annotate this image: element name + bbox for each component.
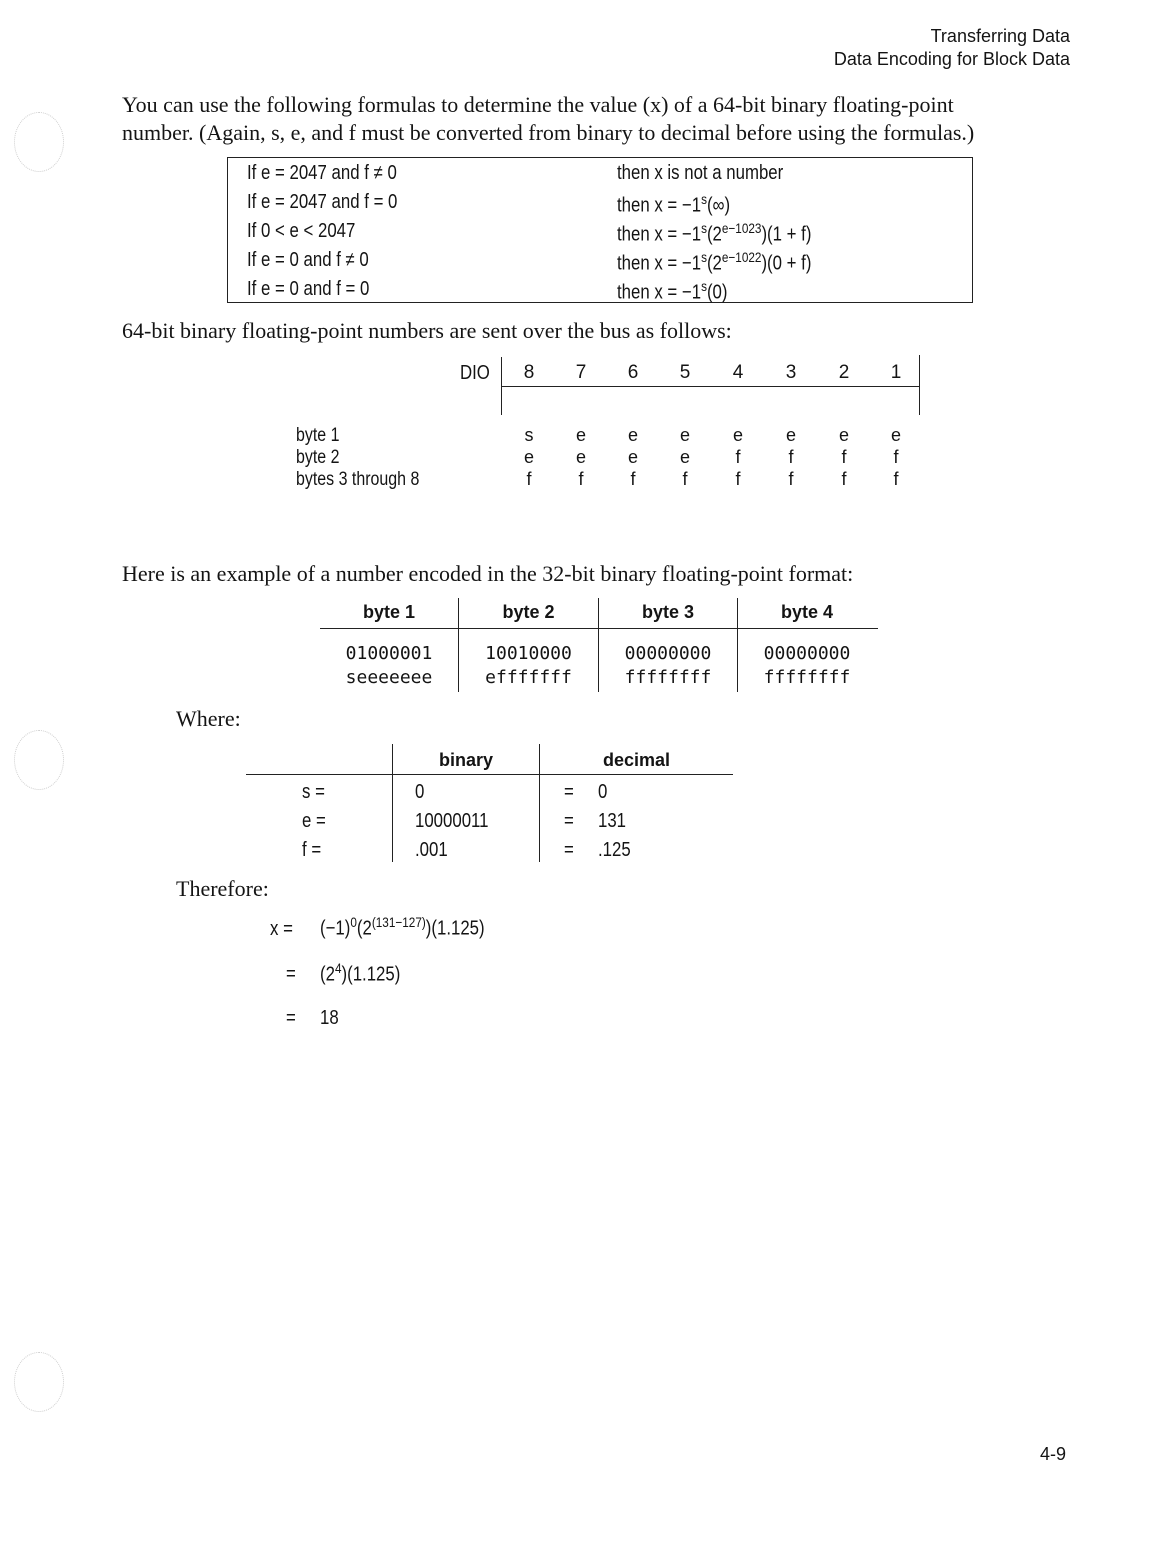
page-number: 4-9 [1040,1444,1067,1464]
where-var: e = [302,810,326,832]
formula-result: then $x = -1^s(2^{e-1023})(1 + f)$ [617,220,812,246]
formula-condition: If e = 0 and f ≠ 0 [247,249,369,271]
calc-lhs: x = [270,918,293,940]
example-header: byte 1 [362,602,416,622]
formula-condition: If e = 2047 and f ≠ 0 [247,162,397,184]
where-eq: = [564,839,574,861]
header-chapter: Transferring Data [930,26,1070,46]
bus-intro: 64-bit binary floating-point numbers are sent over the bus as follows: [122,318,732,343]
where-header-rule [246,774,733,775]
dio-column-header: 2 [838,362,850,383]
example-value: 01000001 [345,643,433,664]
dio-bit: e [523,447,534,467]
dio-row-label: byte 2 [296,447,340,468]
where-eq: = [564,781,574,803]
example-header-rule [320,628,878,629]
dio-column-header: 6 [627,362,639,383]
formula-result: then x is not a number [617,162,784,184]
where-eq: = [564,810,574,832]
dio-bit: e [785,425,796,445]
where-binary: 10000011 [415,810,489,832]
where-binary: .001 [415,839,448,861]
dio-bit: e [575,425,586,445]
example-value: 00000000 [763,643,851,664]
dio-bit: f [526,469,532,489]
where-var: f = [302,839,322,861]
dio-bit: f [630,469,636,489]
dio-bit: e [575,447,586,467]
where-header-decimal: decimal [602,750,671,770]
binder-hole-top [14,112,64,172]
example-field: seeeeeee [345,667,433,688]
dio-bit: f [735,447,741,467]
calc-line-1: $(-1)^0(2^{(131-127)})(1.125)$ [320,914,485,940]
dio-column-header: 7 [575,362,587,383]
calc-lhs: = [286,1007,296,1029]
example-intro: Here is an example of a number encoded in the 32-bit binary floating-point format: [122,561,854,586]
dio-column-header: 8 [523,362,535,383]
example-header: byte 3 [641,602,695,622]
example-header: byte 4 [780,602,834,622]
formula-result: then $x = -1^s(\infty)$ [617,191,731,217]
header-section: Data Encoding for Block Data [833,49,1070,69]
dio-bit: e [838,425,849,445]
dio-bit: f [788,447,794,467]
dio-bit: f [735,469,741,489]
where-label: Where: [176,706,241,731]
dio-bit: e [679,425,690,445]
intro-line-1: You can use the following formulas to determine the value (x) of a 64-bit binary floating-point [122,92,954,117]
dio-column-header: 5 [679,362,691,383]
dio-bit: f [682,469,688,489]
where-binary: 0 [415,781,425,803]
formula-result: then $x = -1^s(2^{e-1022})(0 + f)$ [617,249,812,275]
dio-bit: f [788,469,794,489]
dio-bit: f [893,447,899,467]
formula-condition: If 0 < e < 2047 [247,220,356,242]
calc-line-2: $(2^4)(1.125)$ [320,960,401,986]
where-var: s = [302,781,325,803]
example-field: ffffffff [624,667,712,688]
dio-bit: f [893,469,899,489]
where-decimal: 131 [598,810,627,832]
formula-condition: If e = 0 and f = 0 [247,278,370,300]
calc-lhs: = [286,963,296,985]
dio-label: DIO [460,362,490,384]
binder-hole-middle [14,730,64,790]
dio-bit: e [732,425,743,445]
where-header-binary: binary [438,750,494,770]
therefore-label: Therefore: [176,876,269,901]
intro-line-2: number. (Again, s, e, and f must be converted from binary to decimal before using the formulas.) [122,120,975,145]
dio-bit: s [524,425,534,445]
dio-column-header: 4 [732,362,744,383]
dio-bit: f [841,447,847,467]
dio-row-label: byte 1 [296,425,340,446]
dio-bit: e [627,447,638,467]
example-header: byte 2 [502,602,555,622]
where-decimal: .125 [598,839,631,861]
formula-condition: If e = 2047 and f = 0 [247,191,398,213]
dio-bit: e [627,425,638,445]
calc-result: 18 [320,1007,339,1029]
example-value: 10010000 [485,643,572,664]
dio-column-header: 1 [890,362,902,383]
binder-hole-bottom [14,1352,64,1412]
dio-header-rule [501,386,920,387]
formula-result: then $x = -1^s(0)$ [617,278,728,304]
dio-bit: f [578,469,584,489]
dio-row-label: bytes 3 through 8 [296,469,420,490]
where-decimal: 0 [598,781,608,803]
dio-bit: e [679,447,690,467]
example-field: efffffff [485,667,572,688]
dio-right-rule [919,355,920,415]
dio-bit: f [841,469,847,489]
example-value: 00000000 [624,643,712,664]
example-field: ffffffff [763,667,851,688]
dio-bit: e [890,425,901,445]
dio-column-header: 3 [785,362,797,383]
